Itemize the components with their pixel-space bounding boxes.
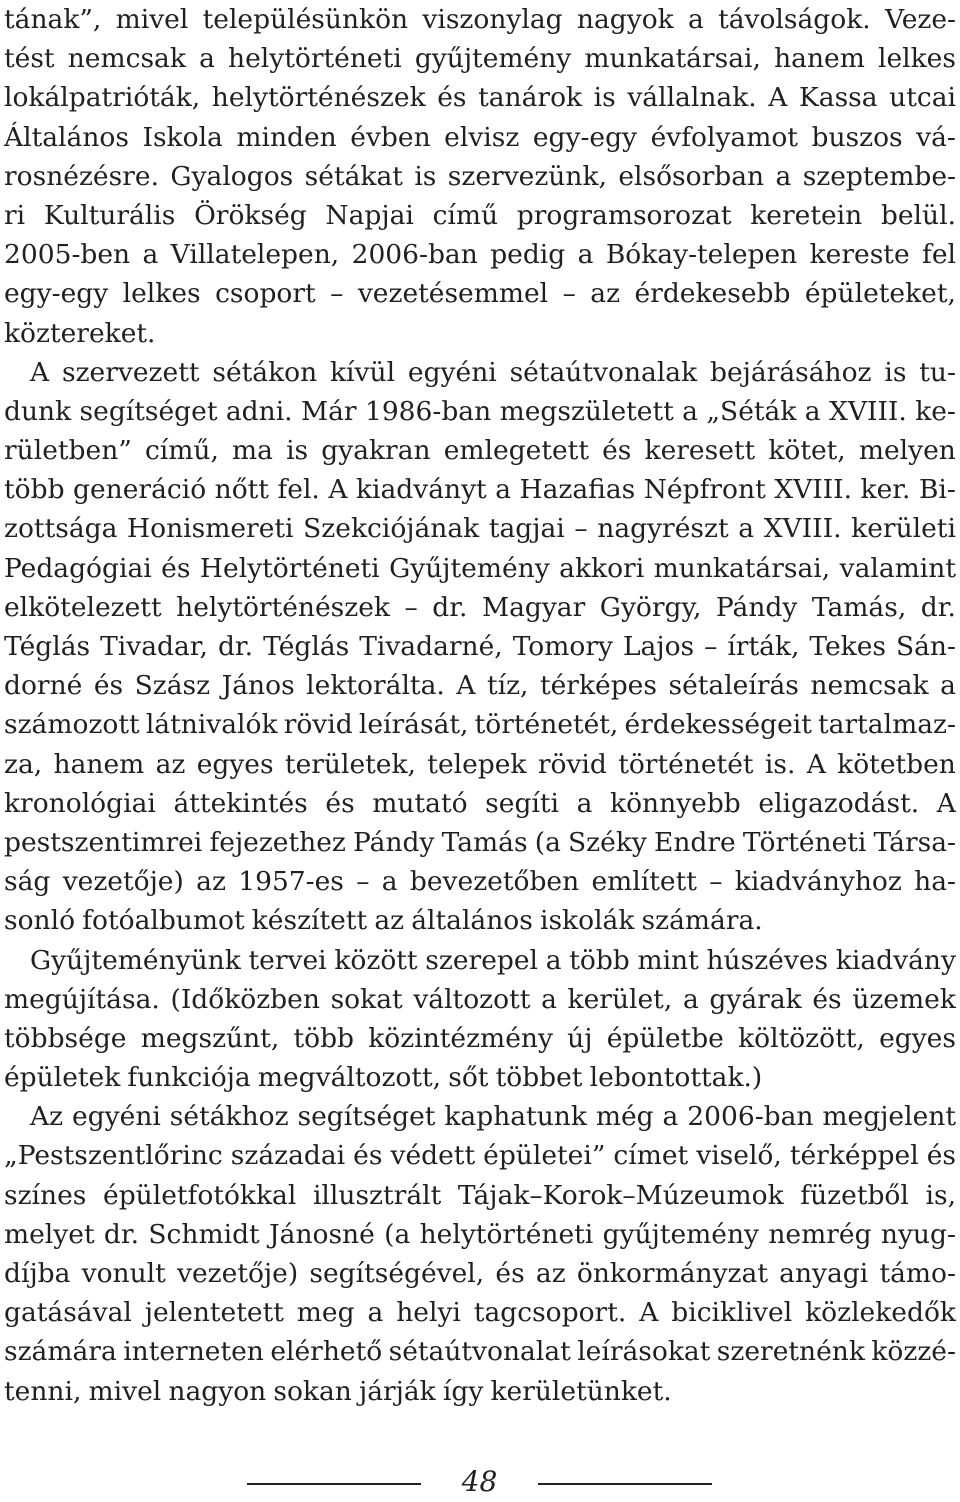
text-line: tést nemcsak a helytörténeti gyűjtemény munkatársai, hanem lelkes [4, 43, 956, 75]
text-line: Általános Iskola minden évben elvisz egy-egy évfolyamot buszos vá- [4, 121, 956, 153]
footer-rule-left [247, 1483, 421, 1485]
text-line: köztereket. [4, 317, 156, 349]
text-line: za, hanem az egyes területek, telepek rövid történetét is. A kötetben [4, 748, 956, 780]
text-line: tának”, mivel településünkön viszonylag nagyok a távolságok. Veze- [4, 4, 956, 35]
text-line: rületben” című, ma is gyakran emlegetett és keresett kötet, melyen [4, 435, 956, 467]
text-line: Gyűjteményünk tervei között szerepel a több mint húszéves kiadvány [30, 944, 956, 976]
text-line: melyet dr. Schmidt Jánosné (a helytörténeti gyűjtemény nemrég nyug- [4, 1218, 956, 1250]
text-line: rosnézésre. Gyalogos sétákat is szervezünk, elsősorban a szeptembe- [4, 160, 956, 192]
page-number: 48 [461, 1465, 498, 1498]
text-line: kronológiai áttekintés és mutató segíti a könnyebb eligazodást. A [4, 787, 956, 819]
text-line: Pedagógiai és Helytörténeti Gyűjtemény akkori munkatársai, valamint [4, 552, 956, 584]
text-line: épületek funkciója megváltozott, sőt többet lebontottak.) [4, 1062, 763, 1094]
text-line: zottsága Honismereti Szekciójának tagjai – nagyrészt a XVIII. kerületi [4, 513, 956, 545]
document-page [4, 0, 956, 1411]
text-line: A szervezett sétákon kívül egyéni sétaútvonalak bejárásához is tu- [30, 356, 956, 388]
text-line: ri Kulturális Örökség Napjai című programsorozat keretein belül. [4, 199, 956, 231]
text-line: Az egyéni sétákhoz segítséget kaphatunk még a 2006-ban megjelent [30, 1101, 956, 1133]
page-footer [0, 1462, 960, 1502]
text-line: elkötelezett helytörténészek – dr. Magyar György, Pándy Tamás, dr. [4, 591, 956, 623]
text-line: számára interneten elérhető sétaútvonalat leírásokat szeretnénk közzé- [4, 1336, 956, 1368]
text-line: tenni, mivel nagyon sokan járják így kerületünket. [4, 1375, 672, 1407]
text-line: pestszentimrei fejezethez Pándy Tamás (a Széky Endre Történeti Társa- [4, 826, 956, 858]
text-line: 2005-ben a Villatelepen, 2006-ban pedig a Bókay-telepen kereste fel [4, 239, 956, 271]
text-line: díjba vonult vezetője) segítségével, és az önkormányzat anyagi támo- [4, 1258, 956, 1289]
text-line: lokálpatrióták, helytörténészek és tanárok is vállalnak. A Kassa utcai [4, 82, 956, 114]
text-line: dorné és Szász János lektorálta. A tíz, térképes sétaleírás nemcsak a [4, 670, 956, 702]
body-text [4, 0, 956, 1411]
footer-rule-right [538, 1483, 712, 1485]
text-line: Téglás Tivadar, dr. Téglás Tivadarné, Tomory Lajos – írták, Tekes Sán- [4, 631, 956, 662]
text-line: megújítása. (Időközben sokat változott a kerület, a gyárak és üzemek [4, 983, 956, 1015]
text-line: gatásával jelentetett meg a helyi tagcsoport. A biciklivel közlekedők [4, 1297, 956, 1329]
text-line: dunk segítséget adni. Már 1986-ban megszületett a „Séták a XVIII. ke- [4, 395, 956, 427]
text-line: sonló fotóalbumot készített az általános iskolák számára. [4, 905, 763, 937]
text-line: ság vezetője) az 1957-es – a bevezetőben említett – kiadványhoz ha- [4, 866, 956, 898]
text-line: „Pestszentlőrinc századai és védett épületei” címet viselő, térképpel és [4, 1140, 956, 1172]
text-line: többsége megszűnt, több közintézmény új épületbe költözött, egyes [4, 1022, 956, 1054]
text-line: színes épületfotókkal illusztrált Tájak–Korok–Múzeumok füzetből is, [4, 1179, 956, 1211]
text-line: több generáció nőtt fel. A kiadványt a Hazafias Népfront XVIII. ker. Bi- [4, 474, 956, 506]
text-line: számozott látnivalók rövid leírását, történetét, érdekességeit tartalmaz- [4, 709, 956, 741]
text-line: egy-egy lelkes csoport – vezetésemmel – az érdekesebb épületeket, [4, 278, 956, 310]
